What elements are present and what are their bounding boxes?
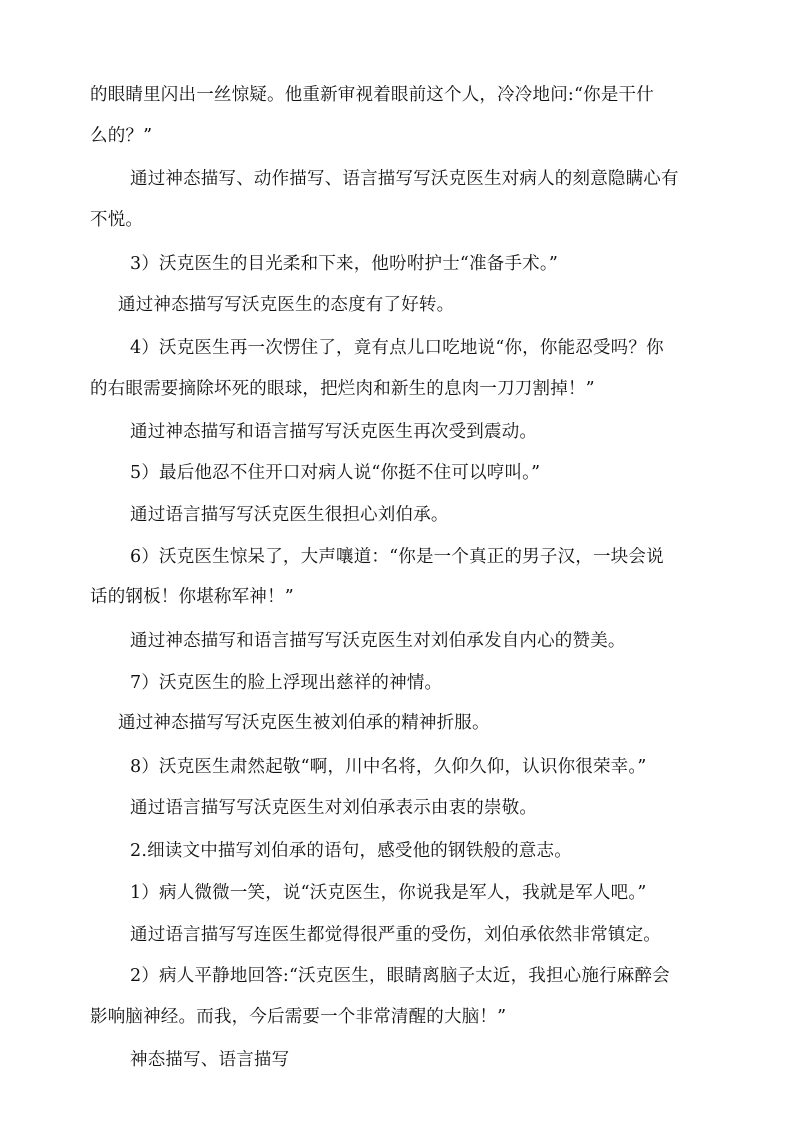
text-line: 的眼睛里闪出一丝惊疑。他重新审视着眼前这个人，冷冷地问:“你是干什 (90, 85, 654, 105)
text-line: 么的？” (90, 126, 153, 146)
text-line: 通过语言描写写沃克医生很担心刘伯承。 (130, 505, 449, 525)
text-line: 通过语言描写写连医生都觉得很严重的受伤，刘伯承依然非常镇定。 (130, 925, 661, 945)
text-line: 4）沃克医生再一次愣住了，竟有点儿口吃地说“你，你能忍受吗？你 (130, 338, 664, 358)
text-line: 3）沃克医生的目光柔和下来，他吩咐护士“准备手术。” (130, 254, 558, 274)
text-line: 8）沃克医生肃然起敬“啊，川中名将，久仰久仰，认识你很荣幸。” (130, 757, 647, 777)
text-line: 7）沃克医生的脸上浮现出慈祥的神情。 (130, 673, 443, 693)
text-line: 影响脑神经。而我，今后需要一个非常清醒的大脑！” (90, 1007, 507, 1027)
text-line: 通过神态描写写沃克医生被刘伯承的精神折服。 (118, 713, 490, 733)
text-line: 1）病人微微一笑，说“沃克医生，你说我是军人，我就是军人吧。” (130, 883, 647, 903)
text-line: 5）最后他忍不住开口对病人说“你挺不住可以哼叫。” (130, 463, 541, 483)
text-line: 通过语言描写写沃克医生对刘伯承表示由衷的崇敬。 (130, 798, 538, 818)
text-line: 2.细读文中描写刘伯承的语句，感受他的钢铁般的意志。 (130, 841, 572, 861)
text-line: 不悦。 (90, 210, 144, 230)
text-line: 6）沃克医生惊呆了，大声嚷道：“你是一个真正的男子汉，一块会说 (130, 547, 664, 567)
text-line: 2）病人平静地回答:“沃克医生，眼睛离脑子太近，我担心施行麻醉会 (130, 966, 670, 986)
text-line: 话的钢板！你堪称军神！” (90, 587, 294, 607)
text-line: 通过神态描写和语言描写写沃克医生再次受到震动。 (130, 422, 538, 442)
text-line: 神态描写、语言描写 (130, 1050, 290, 1070)
text-line: 的右眼需要摘除坏死的眼球，把烂肉和新生的息肉一刀刀割掉！” (90, 379, 595, 399)
text-line: 通过神态描写写沃克医生的态度有了好转。 (118, 295, 455, 315)
text-line: 通过神态描写和语言描写写沃克医生对刘伯承发自内心的赞美。 (130, 631, 626, 651)
text-line: 通过神态描写、动作描写、语言描写写沃克医生对病人的刻意隐瞒心有 (130, 169, 679, 189)
